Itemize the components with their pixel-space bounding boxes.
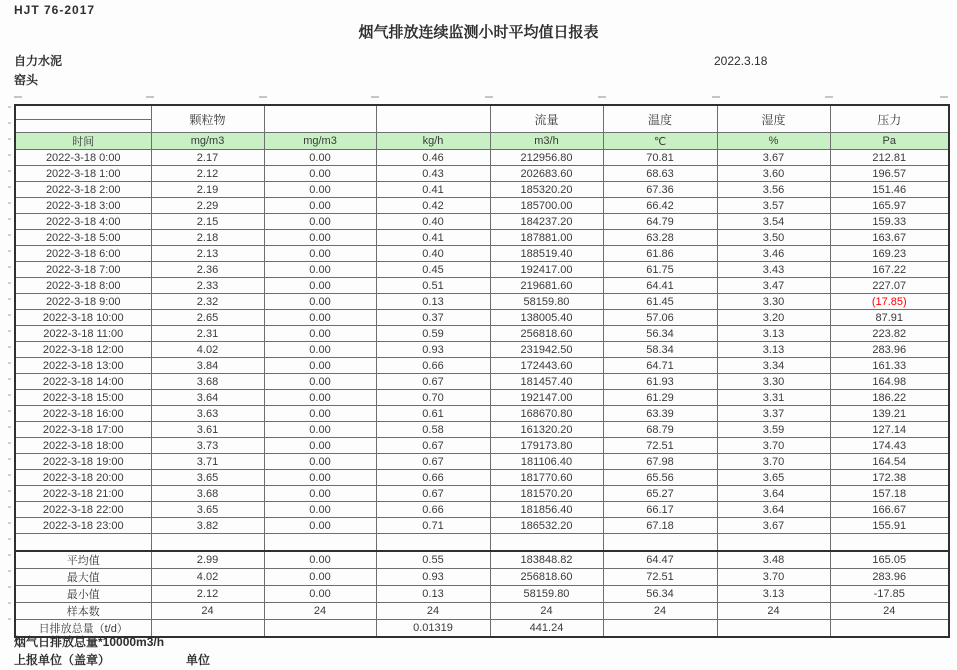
table-row bbox=[15, 502, 949, 518]
unit-cell-pa: Pa bbox=[830, 133, 949, 150]
value-cell: 256818.60 bbox=[490, 569, 603, 586]
value-cell: 3.68 bbox=[151, 486, 264, 502]
value-cell bbox=[830, 620, 949, 638]
value-cell: 151.46 bbox=[830, 182, 949, 198]
label-cell: 日排放总量（t/d） bbox=[15, 620, 151, 638]
table-row bbox=[15, 294, 949, 310]
value-cell: 57.06 bbox=[603, 310, 717, 326]
value-cell: 66.17 bbox=[603, 502, 717, 518]
value-cell: 67.36 bbox=[603, 182, 717, 198]
separator-row bbox=[15, 534, 949, 552]
value-cell: 0.59 bbox=[376, 326, 490, 342]
value-cell: 4.02 bbox=[151, 342, 264, 358]
value-cell: 2.29 bbox=[151, 198, 264, 214]
value-cell: 186.22 bbox=[830, 390, 949, 406]
value-cell: 2.15 bbox=[151, 214, 264, 230]
value-cell: 0.00 bbox=[264, 486, 376, 502]
label-cell: 2022-3-18 2:00 bbox=[15, 182, 151, 198]
value-cell: 163.67 bbox=[830, 230, 949, 246]
value-cell: 3.57 bbox=[717, 198, 830, 214]
value-cell: 181770.60 bbox=[490, 470, 603, 486]
value-cell: 0.00 bbox=[264, 454, 376, 470]
value-cell: 61.29 bbox=[603, 390, 717, 406]
value-cell: 3.13 bbox=[717, 326, 830, 342]
value-cell bbox=[151, 534, 264, 552]
value-cell bbox=[490, 534, 603, 552]
value-cell: 64.41 bbox=[603, 278, 717, 294]
unit-cell-kgh: kg/h bbox=[376, 133, 490, 150]
value-cell bbox=[603, 534, 717, 552]
value-cell: 0.00 bbox=[264, 551, 376, 569]
label-cell: 2022-3-18 22:00 bbox=[15, 502, 151, 518]
unit-cell-celsius: ℃ bbox=[603, 133, 717, 150]
table-unit-header-row bbox=[15, 133, 949, 150]
table-row bbox=[15, 166, 949, 182]
value-cell: 192417.00 bbox=[490, 262, 603, 278]
value-cell: 181457.40 bbox=[490, 374, 603, 390]
value-cell: 138005.40 bbox=[490, 310, 603, 326]
footer-report-unit-label: 上报单位（盖章） bbox=[14, 653, 111, 667]
value-cell: 67.18 bbox=[603, 518, 717, 534]
value-cell: 2.12 bbox=[151, 166, 264, 182]
value-cell: 0.67 bbox=[376, 486, 490, 502]
value-cell: 87.91 bbox=[830, 310, 949, 326]
value-cell: 4.02 bbox=[151, 569, 264, 586]
value-cell: 181856.40 bbox=[490, 502, 603, 518]
value-cell: 3.65 bbox=[151, 470, 264, 486]
label-cell: 2022-3-18 23:00 bbox=[15, 518, 151, 534]
value-cell: 167.22 bbox=[830, 262, 949, 278]
header-cell-temperature: 温度 bbox=[603, 105, 717, 133]
value-cell: 0.00 bbox=[264, 310, 376, 326]
value-cell: 172.38 bbox=[830, 470, 949, 486]
table-row bbox=[15, 374, 949, 390]
header-cell-pressure: 压力 bbox=[830, 105, 949, 133]
value-cell: 0.00 bbox=[264, 374, 376, 390]
summary-row bbox=[15, 569, 949, 586]
value-cell: 139.21 bbox=[830, 406, 949, 422]
value-cell: 186532.20 bbox=[490, 518, 603, 534]
table-row bbox=[15, 358, 949, 374]
value-cell: 3.43 bbox=[717, 262, 830, 278]
summary-row bbox=[15, 586, 949, 603]
header-cell-flow: 流量 bbox=[490, 105, 603, 133]
unit-cell-m3h: m3/h bbox=[490, 133, 603, 150]
value-cell: 0.58 bbox=[376, 422, 490, 438]
value-cell: 0.00 bbox=[264, 569, 376, 586]
value-cell: 68.63 bbox=[603, 166, 717, 182]
value-cell: 2.17 bbox=[151, 150, 264, 166]
value-cell: 3.64 bbox=[717, 486, 830, 502]
value-cell: 212.81 bbox=[830, 150, 949, 166]
value-cell: 179173.80 bbox=[490, 438, 603, 454]
table-row bbox=[15, 310, 949, 326]
value-cell bbox=[264, 534, 376, 552]
value-cell: 3.63 bbox=[151, 406, 264, 422]
value-cell: 3.70 bbox=[717, 569, 830, 586]
value-cell: 0.67 bbox=[376, 438, 490, 454]
value-cell: 63.28 bbox=[603, 230, 717, 246]
value-cell: 0.00 bbox=[264, 214, 376, 230]
value-cell: 165.05 bbox=[830, 551, 949, 569]
monitoring-table bbox=[14, 104, 950, 638]
value-cell: 3.59 bbox=[717, 422, 830, 438]
value-cell: 3.34 bbox=[717, 358, 830, 374]
unit-cell-time: 时间 bbox=[15, 133, 151, 150]
value-cell: 184237.20 bbox=[490, 214, 603, 230]
value-cell: 0.13 bbox=[376, 294, 490, 310]
label-cell: 2022-3-18 13:00 bbox=[15, 358, 151, 374]
value-cell: 0.00 bbox=[264, 182, 376, 198]
label-cell: 2022-3-18 14:00 bbox=[15, 374, 151, 390]
value-cell: -17.85 bbox=[830, 586, 949, 603]
value-cell: 72.51 bbox=[603, 569, 717, 586]
table-row bbox=[15, 150, 949, 166]
value-cell: 24 bbox=[376, 603, 490, 620]
value-cell: 3.47 bbox=[717, 278, 830, 294]
value-cell: 0.41 bbox=[376, 230, 490, 246]
value-cell: 0.93 bbox=[376, 342, 490, 358]
value-cell: 161320.20 bbox=[490, 422, 603, 438]
value-cell: 56.34 bbox=[603, 326, 717, 342]
value-cell: 64.47 bbox=[603, 551, 717, 569]
label-cell: 2022-3-18 9:00 bbox=[15, 294, 151, 310]
value-cell: 2.12 bbox=[151, 586, 264, 603]
value-cell: 24 bbox=[490, 603, 603, 620]
value-cell: 0.67 bbox=[376, 374, 490, 390]
value-cell: 3.65 bbox=[151, 502, 264, 518]
value-cell: 0.00 bbox=[264, 342, 376, 358]
summary-row bbox=[15, 603, 949, 620]
table-row bbox=[15, 390, 949, 406]
value-cell: 174.43 bbox=[830, 438, 949, 454]
value-cell: 185320.20 bbox=[490, 182, 603, 198]
label-cell: 2022-3-18 15:00 bbox=[15, 390, 151, 406]
value-cell: 161.33 bbox=[830, 358, 949, 374]
label-cell: 平均值 bbox=[15, 551, 151, 569]
value-cell: 0.00 bbox=[264, 294, 376, 310]
value-cell: 0.00 bbox=[264, 246, 376, 262]
value-cell bbox=[376, 534, 490, 552]
value-cell: 67.98 bbox=[603, 454, 717, 470]
value-cell bbox=[151, 620, 264, 638]
value-cell: 3.60 bbox=[717, 166, 830, 182]
value-cell: 0.00 bbox=[264, 230, 376, 246]
value-cell: 0.46 bbox=[376, 150, 490, 166]
value-cell: 0.00 bbox=[264, 406, 376, 422]
table-row bbox=[15, 470, 949, 486]
value-cell: 2.99 bbox=[151, 551, 264, 569]
value-cell: 0.00 bbox=[264, 166, 376, 182]
value-cell: 231942.50 bbox=[490, 342, 603, 358]
table-group-header-row bbox=[15, 105, 949, 133]
table-row bbox=[15, 214, 949, 230]
value-cell: (17.85) bbox=[830, 294, 949, 310]
value-cell: 0.00 bbox=[264, 438, 376, 454]
label-cell: 2022-3-18 19:00 bbox=[15, 454, 151, 470]
value-cell: 64.71 bbox=[603, 358, 717, 374]
label-cell: 2022-3-18 7:00 bbox=[15, 262, 151, 278]
value-cell: 2.32 bbox=[151, 294, 264, 310]
label-cell: 2022-3-18 20:00 bbox=[15, 470, 151, 486]
value-cell: 24 bbox=[264, 603, 376, 620]
value-cell: 63.39 bbox=[603, 406, 717, 422]
value-cell: 0.61 bbox=[376, 406, 490, 422]
value-cell: 219681.60 bbox=[490, 278, 603, 294]
value-cell: 0.00 bbox=[264, 278, 376, 294]
table-row bbox=[15, 326, 949, 342]
label-cell: 2022-3-18 5:00 bbox=[15, 230, 151, 246]
value-cell: 0.00 bbox=[264, 422, 376, 438]
value-cell bbox=[830, 534, 949, 552]
value-cell: 3.73 bbox=[151, 438, 264, 454]
value-cell: 0.40 bbox=[376, 246, 490, 262]
value-cell: 181570.20 bbox=[490, 486, 603, 502]
value-cell: 2.13 bbox=[151, 246, 264, 262]
table-row bbox=[15, 438, 949, 454]
value-cell: 0.00 bbox=[264, 518, 376, 534]
value-cell: 64.79 bbox=[603, 214, 717, 230]
value-cell: 3.13 bbox=[717, 586, 830, 603]
value-cell: 183848.82 bbox=[490, 551, 603, 569]
value-cell: 3.48 bbox=[717, 551, 830, 569]
value-cell: 61.45 bbox=[603, 294, 717, 310]
label-cell: 2022-3-18 21:00 bbox=[15, 486, 151, 502]
value-cell: 66.42 bbox=[603, 198, 717, 214]
label-cell: 样本数 bbox=[15, 603, 151, 620]
value-cell: 0.00 bbox=[264, 150, 376, 166]
value-cell: 0.67 bbox=[376, 454, 490, 470]
footer-total-note: 烟气日排放总量*10000m3/h bbox=[14, 635, 165, 649]
value-cell: 2.65 bbox=[151, 310, 264, 326]
value-cell: 0.00 bbox=[264, 390, 376, 406]
value-cell: 0.70 bbox=[376, 390, 490, 406]
label-cell: 2022-3-18 6:00 bbox=[15, 246, 151, 262]
header-cell-blank-2 bbox=[376, 105, 490, 133]
value-cell: 0.43 bbox=[376, 166, 490, 182]
value-cell: 192147.00 bbox=[490, 390, 603, 406]
value-cell: 0.45 bbox=[376, 262, 490, 278]
label-cell: 2022-3-18 1:00 bbox=[15, 166, 151, 182]
value-cell: 3.67 bbox=[717, 518, 830, 534]
table-row bbox=[15, 246, 949, 262]
value-cell: 3.64 bbox=[151, 390, 264, 406]
unit-cell-mgm3-2: mg/m3 bbox=[264, 133, 376, 150]
value-cell: 0.55 bbox=[376, 551, 490, 569]
value-cell: 24 bbox=[717, 603, 830, 620]
label-cell: 2022-3-18 4:00 bbox=[15, 214, 151, 230]
value-cell: 0.01319 bbox=[376, 620, 490, 638]
value-cell: 0.00 bbox=[264, 502, 376, 518]
value-cell: 3.84 bbox=[151, 358, 264, 374]
table-row bbox=[15, 454, 949, 470]
header-cell-particulate: 颗粒物 bbox=[151, 105, 264, 133]
value-cell: 202683.60 bbox=[490, 166, 603, 182]
value-cell: 227.07 bbox=[830, 278, 949, 294]
header-cell-blank-1 bbox=[264, 105, 376, 133]
value-cell: 3.13 bbox=[717, 342, 830, 358]
table-row bbox=[15, 342, 949, 358]
value-cell: 168670.80 bbox=[490, 406, 603, 422]
value-cell: 65.56 bbox=[603, 470, 717, 486]
value-cell: 0.40 bbox=[376, 214, 490, 230]
value-cell: 0.42 bbox=[376, 198, 490, 214]
footer-unit-label: 单位 bbox=[186, 653, 211, 667]
value-cell: 3.30 bbox=[717, 374, 830, 390]
value-cell: 58.34 bbox=[603, 342, 717, 358]
value-cell: 3.61 bbox=[151, 422, 264, 438]
value-cell: 185700.00 bbox=[490, 198, 603, 214]
value-cell: 0.00 bbox=[264, 262, 376, 278]
value-cell: 58159.80 bbox=[490, 294, 603, 310]
table-row bbox=[15, 262, 949, 278]
unit-cell-percent: % bbox=[717, 133, 830, 150]
value-cell bbox=[717, 620, 830, 638]
value-cell: 256818.60 bbox=[490, 326, 603, 342]
value-cell: 212956.80 bbox=[490, 150, 603, 166]
value-cell: 2.19 bbox=[151, 182, 264, 198]
value-cell: 3.50 bbox=[717, 230, 830, 246]
value-cell: 0.71 bbox=[376, 518, 490, 534]
value-cell: 164.54 bbox=[830, 454, 949, 470]
value-cell: 3.54 bbox=[717, 214, 830, 230]
station-name: 窑头 bbox=[14, 73, 39, 87]
label-cell: 2022-3-18 0:00 bbox=[15, 150, 151, 166]
value-cell: 2.36 bbox=[151, 262, 264, 278]
label-cell: 2022-3-18 17:00 bbox=[15, 422, 151, 438]
value-cell: 155.91 bbox=[830, 518, 949, 534]
value-cell: 188519.40 bbox=[490, 246, 603, 262]
value-cell: 3.64 bbox=[717, 502, 830, 518]
label-cell: 2022-3-18 18:00 bbox=[15, 438, 151, 454]
value-cell bbox=[603, 620, 717, 638]
value-cell: 164.98 bbox=[830, 374, 949, 390]
unit-cell-mgm3-1: mg/m3 bbox=[151, 133, 264, 150]
page-title: 烟气排放连续监测小时平均值日报表 bbox=[358, 24, 599, 41]
value-cell: 127.14 bbox=[830, 422, 949, 438]
value-cell: 157.18 bbox=[830, 486, 949, 502]
value-cell: 24 bbox=[603, 603, 717, 620]
value-cell: 3.56 bbox=[717, 182, 830, 198]
value-cell: 3.65 bbox=[717, 470, 830, 486]
value-cell: 2.33 bbox=[151, 278, 264, 294]
label-cell: 2022-3-18 16:00 bbox=[15, 406, 151, 422]
value-cell: 441.24 bbox=[490, 620, 603, 638]
row-tick-marks bbox=[8, 106, 11, 630]
label-cell: 2022-3-18 12:00 bbox=[15, 342, 151, 358]
value-cell: 0.00 bbox=[264, 326, 376, 342]
label-cell: 2022-3-18 11:00 bbox=[15, 326, 151, 342]
value-cell: 0.00 bbox=[264, 586, 376, 603]
value-cell: 3.71 bbox=[151, 454, 264, 470]
summary-row bbox=[15, 551, 949, 569]
value-cell: 0.41 bbox=[376, 182, 490, 198]
value-cell bbox=[717, 534, 830, 552]
value-cell: 3.70 bbox=[717, 438, 830, 454]
value-cell: 172443.60 bbox=[490, 358, 603, 374]
value-cell: 3.20 bbox=[717, 310, 830, 326]
value-cell: 3.31 bbox=[717, 390, 830, 406]
value-cell: 196.57 bbox=[830, 166, 949, 182]
value-cell: 24 bbox=[151, 603, 264, 620]
header-cell-empty bbox=[15, 105, 151, 133]
value-cell: 3.37 bbox=[717, 406, 830, 422]
company-name: 自力水泥 bbox=[14, 54, 63, 68]
table-row bbox=[15, 518, 949, 534]
table-row bbox=[15, 486, 949, 502]
value-cell: 223.82 bbox=[830, 326, 949, 342]
value-cell: 68.79 bbox=[603, 422, 717, 438]
value-cell: 24 bbox=[830, 603, 949, 620]
value-cell: 0.13 bbox=[376, 586, 490, 603]
doc-code: HJT 76-2017 bbox=[14, 3, 96, 17]
value-cell: 58159.80 bbox=[490, 586, 603, 603]
value-cell: 0.93 bbox=[376, 569, 490, 586]
value-cell: 159.33 bbox=[830, 214, 949, 230]
table-row bbox=[15, 278, 949, 294]
value-cell: 2.18 bbox=[151, 230, 264, 246]
value-cell: 61.93 bbox=[603, 374, 717, 390]
value-cell: 283.96 bbox=[830, 569, 949, 586]
header-cell-humidity: 湿度 bbox=[717, 105, 830, 133]
value-cell: 3.82 bbox=[151, 518, 264, 534]
table-row bbox=[15, 182, 949, 198]
label-cell bbox=[15, 534, 151, 552]
column-tick-marks bbox=[14, 96, 948, 99]
value-cell: 3.70 bbox=[717, 454, 830, 470]
value-cell: 165.97 bbox=[830, 198, 949, 214]
value-cell: 61.86 bbox=[603, 246, 717, 262]
value-cell: 65.27 bbox=[603, 486, 717, 502]
value-cell: 0.37 bbox=[376, 310, 490, 326]
value-cell: 0.00 bbox=[264, 198, 376, 214]
report-date: 2022.3.18 bbox=[714, 54, 768, 68]
table-row bbox=[15, 406, 949, 422]
label-cell: 2022-3-18 10:00 bbox=[15, 310, 151, 326]
value-cell: 0.51 bbox=[376, 278, 490, 294]
table-row bbox=[15, 422, 949, 438]
value-cell: 3.46 bbox=[717, 246, 830, 262]
value-cell: 166.67 bbox=[830, 502, 949, 518]
value-cell: 181106.40 bbox=[490, 454, 603, 470]
value-cell: 72.51 bbox=[603, 438, 717, 454]
value-cell: 70.81 bbox=[603, 150, 717, 166]
label-cell: 2022-3-18 3:00 bbox=[15, 198, 151, 214]
table-row bbox=[15, 198, 949, 214]
value-cell: 56.34 bbox=[603, 586, 717, 603]
value-cell: 0.66 bbox=[376, 358, 490, 374]
value-cell bbox=[264, 620, 376, 638]
label-cell: 最小值 bbox=[15, 586, 151, 603]
value-cell: 187881.00 bbox=[490, 230, 603, 246]
value-cell: 2.31 bbox=[151, 326, 264, 342]
label-cell: 2022-3-18 8:00 bbox=[15, 278, 151, 294]
value-cell: 0.66 bbox=[376, 470, 490, 486]
value-cell: 0.00 bbox=[264, 358, 376, 374]
value-cell: 0.00 bbox=[264, 470, 376, 486]
value-cell: 0.66 bbox=[376, 502, 490, 518]
value-cell: 3.68 bbox=[151, 374, 264, 390]
value-cell: 3.67 bbox=[717, 150, 830, 166]
value-cell: 169.23 bbox=[830, 246, 949, 262]
value-cell: 283.96 bbox=[830, 342, 949, 358]
table-row bbox=[15, 230, 949, 246]
label-cell: 最大值 bbox=[15, 569, 151, 586]
value-cell: 61.75 bbox=[603, 262, 717, 278]
value-cell: 3.30 bbox=[717, 294, 830, 310]
